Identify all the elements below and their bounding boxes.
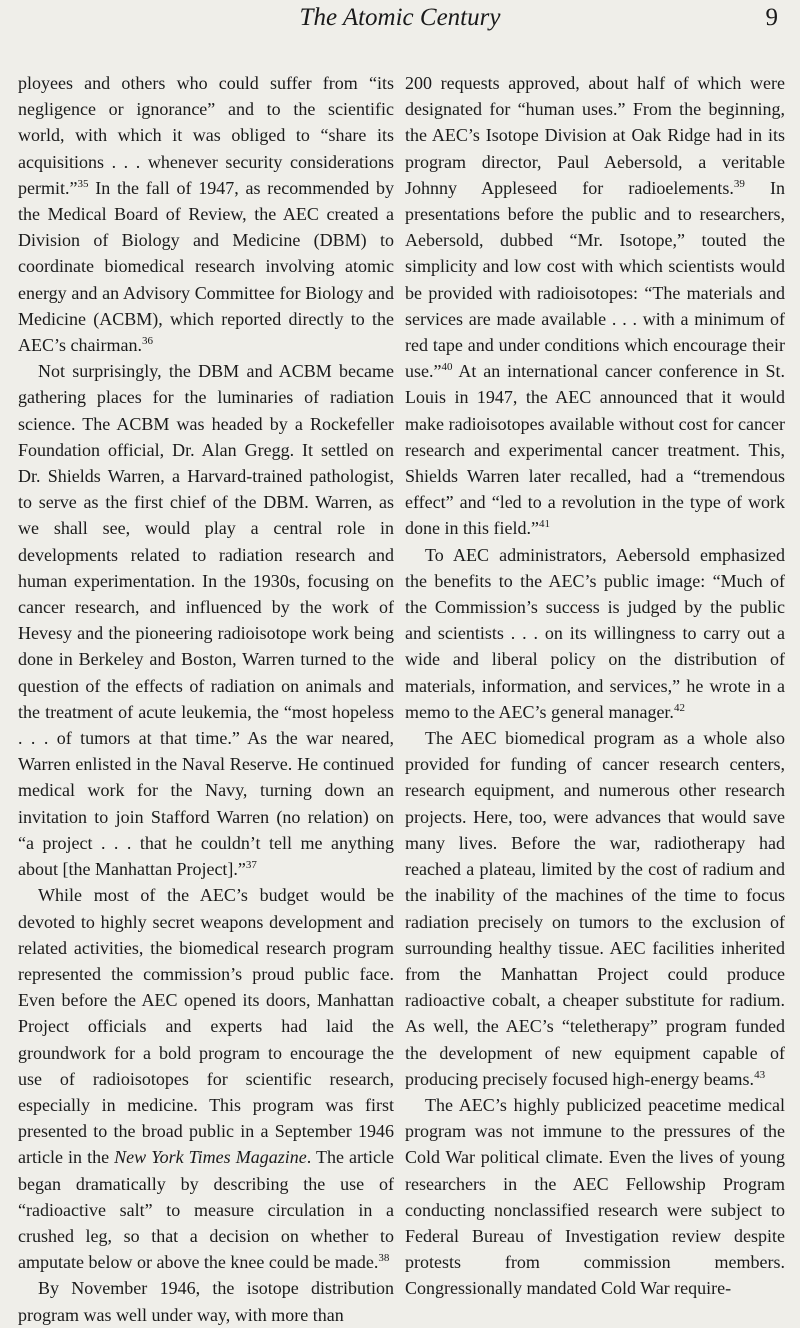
footnote-ref: 37 [245, 859, 257, 872]
running-head: The Atomic Century [299, 4, 501, 31]
footnote-ref: 38 [378, 1252, 390, 1265]
page-number: 9 [765, 4, 778, 31]
footnote-ref: 39 [733, 177, 745, 190]
left-column [18, 70, 394, 1328]
right-column [405, 70, 785, 1302]
paragraph: By November 1946, the isotope distribution program was well under way, with more than [18, 1278, 394, 1325]
footnote-ref: 40 [441, 361, 453, 374]
paragraph: The AEC’s highly publicized peacetime medical program was not immune to the pressures of the Cold War political climate. Even the lives of young researchers in the AEC Fellowship Program conducting nonclassified research were subject to Federal Bureau of Investigation review despite protests from commission members. Congressionally mandated Cold War require- [405, 1094, 785, 1299]
paragraph: Not surprisingly, the DBM and ACBM became gathering places for the luminaries of radiation science. The ACBM was headed by a Rockefeller Foundation official, Dr. Alan Gregg. It settled on Dr. Shields Warren, a Harvard-trained pathologist, to serve as the first chief of the DBM. Warren, as we shall see, would play a central role in developments related to radiation research and human experimentation. In the 1930s, focusing on cancer research, and influenced by the work of Hevesy and the pioneering radioisotope work being done in Berkeley and Boston, Warren turned to the question of the effects of radiation on animals and the treatment of acute leukemia, the “most hopeless . . . of tumors at that time.” As the war neared, Warren enlisted in the Naval Reserve. He continued medical work for the Navy, turning down an invitation to join Stafford Warren (no relation) on “a project . . . that he couldn’t tell me anything about [the Manhattan Project].”$^{37}$ [18, 361, 394, 880]
paragraph: While most of the AEC’s budget would be devoted to highly secret weapons development and related activities, the biomedical research program represented the commission’s proud public face. Even before the AEC opened its doors, Manhattan Project officials and experts had laid the groundwork for a bold program to encourage the use of radioisotopes for scientific research, especially in medicine. This program was first presented to the broad public in a September 1946 article in the New York Times Magazine. The article began dramatically by describing the use of “radioactive salt” to measure circulation in a crushed leg, so that a decision on whether to amputate below or above the knee could be made.$^{38}$ [18, 885, 394, 1273]
footnote-ref: 42 [673, 701, 685, 714]
paragraph: 200 requests approved, about half of which were designated for “human uses.” From the beginning, the AEC’s Isotope Division at Oak Ridge had in its program director, Paul Aebersold, a veritable Johnny Appleseed for radioelements.$^{39}$ In presentations before the public and to researchers, Aebersold, dubbed “Mr. Isotope,” touted the simplicity and low cost with which scientists would be provided with radioisotopes: “The materials and services are made available . . . with a minimum of red tape and under conditions which encourage their use.”$^{40}$ At an international cancer conference in St. Louis in 1947, the AEC announced that it would make radioisotopes available without cost for cancer research and experimental cancer treatment. This, Shields Warren later recalled, had a “tremendous effect” and “led to a revolution in the type of work done in this field.”$^{41}$ [405, 73, 785, 539]
paragraph: The AEC biomedical program as a whole also provided for funding of cancer research centers, research equipment, and numerous other research projects. Here, too, were advances that would save many lives. Before the war, radiotherapy had reached a plateau, limited by the cost of radium and the inability of the machines of the time to focus radiation precisely on tumors to the exclusion of surrounding healthy tissue. AEC facilities inherited from the Manhattan Project could produce radioactive cobalt, a cheaper substitute for radium. As well, the AEC’s “teletherapy” program funded the development of new equipment capable of producing precisely focused high-energy beams.$^{43}$ [405, 728, 785, 1089]
publication-title: New York Times Magazine [114, 1147, 307, 1168]
footnote-ref: 41 [538, 518, 550, 531]
footnote-ref: 43 [754, 1068, 766, 1081]
paragraph: ployees and others who could suffer from “its negligence or ignorance” and to the scientific world, with which it was obliged to “share its acquisitions . . . whenever security considerations permit.”$^{35}$ In the fall of 1947, as recommended by the Medical Board of Review, the AEC created a Division of Biology and Medicine (DBM) to coordinate biomedical research involving atomic energy and an Advisory Committee for Biology and Medicine (ACBM), which reported directly to the AEC’s chairman.$^{36}$ [18, 73, 394, 356]
page-header [0, 0, 800, 40]
footnote-ref: 36 [141, 335, 153, 348]
footnote-ref: 35 [77, 177, 89, 190]
paragraph: To AEC administrators, Aebersold emphasized the benefits to the AEC’s public image: “Much of the Commission’s success is judged by the public and scientists . . . on its willingness to carry out a wide and liberal policy on the distribution of materials, information, and services,” he wrote in a memo to the AEC’s general manager.$^{42}$ [405, 544, 785, 722]
